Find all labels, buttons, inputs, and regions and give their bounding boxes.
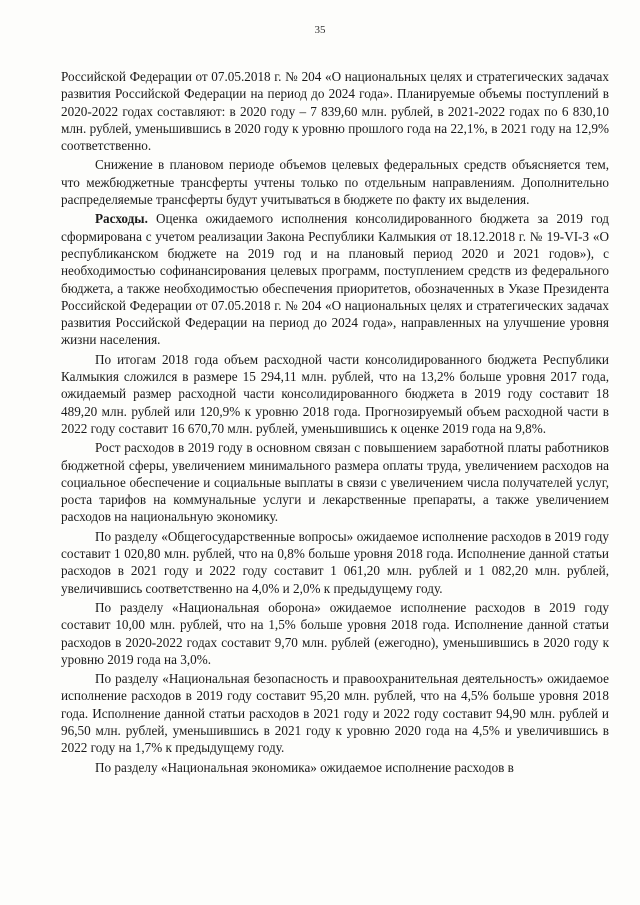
paragraph-3	[61, 210, 609, 348]
paragraph-2	[61, 156, 609, 208]
paragraph-text: Оценка ожидаемого исполнения консолидированного бюджета за 2019 год сформирована с учетом реализации Закона Республики Калмыкия от 18.12.2018 г. № 19-VI-З «О республиканском бюджете на 2019 год и на плановый период 2020 и 2021 годов»), с необходимостью софинансирования целевых программ, поступлением средств из федерального бюджета, а также необходимостью обеспечения приоритетов, обозначенных в Указе Президента Российской Федерации от 07.05.2018 г. № 204 «О национальных целях и стратегических задачах развития Российской Федерации на период до 2024 года», направленных на улучшение уровня жизни населения.	[61, 211, 609, 348]
paragraph-text: Российской Федерации от 07.05.2018 г. № 204 «О национальных целях и стратегических задачах развития Российской Федерации на период до 2024 года». Планируемые объемы поступлений в 2020-2022 годах составляют: в 2020 году – 7 839,60 млн. рублей, в 2021-2022 годах по 6 830,10 млн. рублей, уменьшившись в 2020 году к уровню прошлого года на 22,1%, в 2021 году на 12,9% соответственно.	[61, 69, 609, 154]
paragraph-text: По разделу «Национальная безопасность и правоохранительная деятельность» ожидаемое исполнение расходов в 2019 году составит 95,20 млн. рублей, что на 4,5% больше уровня 2018 года. Исполнение данной статьи расходов в 2021 году и 2022 году составит 94,90 млн. рублей и 96,50 млн. рублей, уменьшившись в 2021 году к уровню 2020 года на 4,5% и увеличившись в 2022 году на 1,7% к предыдущему году.	[61, 671, 609, 756]
paragraph-8	[61, 670, 609, 756]
paragraph-text: По разделу «Общегосударственные вопросы» ожидаемое исполнение расходов в 2019 году составит 1 020,80 млн. рублей, что на 0,8% больше уровня 2018 года. Исполнение данной статьи расходов в 2021 году и 2022 году составит 1 061,20 млн. рублей и 1 082,20 млн. рублей, увеличившись соответственно на 4,0% и 2,0% к предыдущему году.	[61, 528, 609, 596]
paragraph-text: Снижение в плановом периоде объемов целевых федеральных средств объясняется тем, что межбюджетные трансферты учтены только по отдельным направлениям. Дополнительно распределяемые трансферты будут учитываться в бюджете по факту их выделения.	[61, 157, 609, 208]
paragraph-text: По разделу «Национальная оборона» ожидаемое исполнение расходов в 2019 году составит 10,00 млн. рублей, что на 1,5% больше уровня 2018 года. Исполнение данной статьи расходов в 2020-2022 годах составит 9,70 млн. рублей (ежегодно), уменьшившись в 2020 году к уровню 2019 года на 3,0%.	[61, 599, 609, 667]
page-number: 35	[314, 24, 326, 36]
paragraph-6	[61, 528, 609, 597]
paragraph-text: Рост расходов в 2019 году в основном связан с повышением заработной платы работников бюджетной сферы, увеличением минимального размера оплаты труда, увеличением расходов на социальное обеспечение и социальные выплаты в связи с увеличением числа получателей услуг, роста тарифов на коммунальные услуги и лекарственные препараты, а также увеличением расходов на национальную экономику.	[61, 440, 609, 525]
paragraph-9	[61, 759, 609, 776]
paragraph-text: По разделу «Национальная экономика» ожидаемое исполнение расходов в	[95, 759, 514, 775]
paragraph-1	[61, 68, 609, 154]
paragraph-4	[61, 351, 609, 437]
paragraph-7	[61, 599, 609, 668]
paragraph-5	[61, 439, 609, 525]
section-lead-expenses: Расходы.	[95, 211, 148, 227]
paragraph-text: По итогам 2018 года объем расходной части консолидированного бюджета Республики Калмыкия сложился в размере 15 294,11 млн. рублей, что на 13,2% больше уровня 2017 года, ожидаемый размер расходной части консолидированного бюджета в 2019 году составит 18 489,20 млн. рублей или 120,9% к уровню 2018 года. Прогнозируемый объем расходной части в 2022 году составит 16 670,70 млн. рублей, уменьшившись к оценке 2019 года на 9,8%.	[61, 351, 609, 436]
page-body	[61, 68, 609, 778]
